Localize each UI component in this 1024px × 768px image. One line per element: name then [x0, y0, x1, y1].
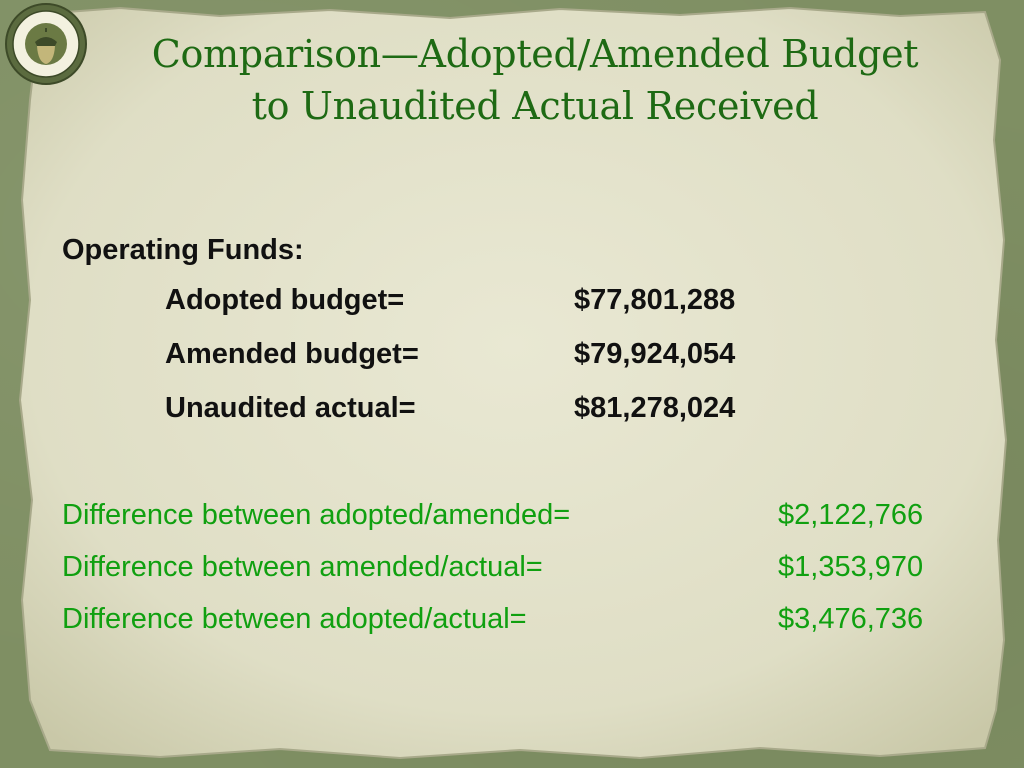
difference-label: Difference between amended/actual=	[62, 551, 543, 583]
fund-value: $79,924,054	[574, 338, 736, 370]
fund-label: Adopted budget=	[165, 284, 405, 316]
operating-funds-heading: Operating Funds:	[62, 234, 304, 266]
fund-row-amended	[0, 338, 1024, 378]
difference-row-adopted-amended	[0, 499, 1024, 539]
difference-label: Difference between adopted/actual=	[62, 603, 527, 635]
fund-row-adopted	[0, 284, 1024, 324]
difference-value: $3,476,736	[778, 603, 924, 635]
fund-value: $77,801,288	[574, 284, 736, 316]
fund-value: $81,278,024	[574, 392, 736, 424]
difference-row-adopted-actual	[0, 603, 1024, 643]
difference-label: Difference between adopted/amended=	[62, 499, 571, 531]
difference-value: $1,353,970	[778, 551, 924, 583]
title-line-1: Comparison—Adopted/Amended Budget	[151, 32, 919, 76]
slide-title	[60, 28, 1010, 132]
fund-label: Unaudited actual=	[165, 392, 416, 424]
difference-row-amended-actual	[0, 551, 1024, 591]
fund-label: Amended budget=	[165, 338, 419, 370]
difference-value: $2,122,766	[778, 499, 924, 531]
title-line-2: to Unaudited Actual Received	[251, 84, 819, 128]
fund-row-unaudited	[0, 392, 1024, 432]
